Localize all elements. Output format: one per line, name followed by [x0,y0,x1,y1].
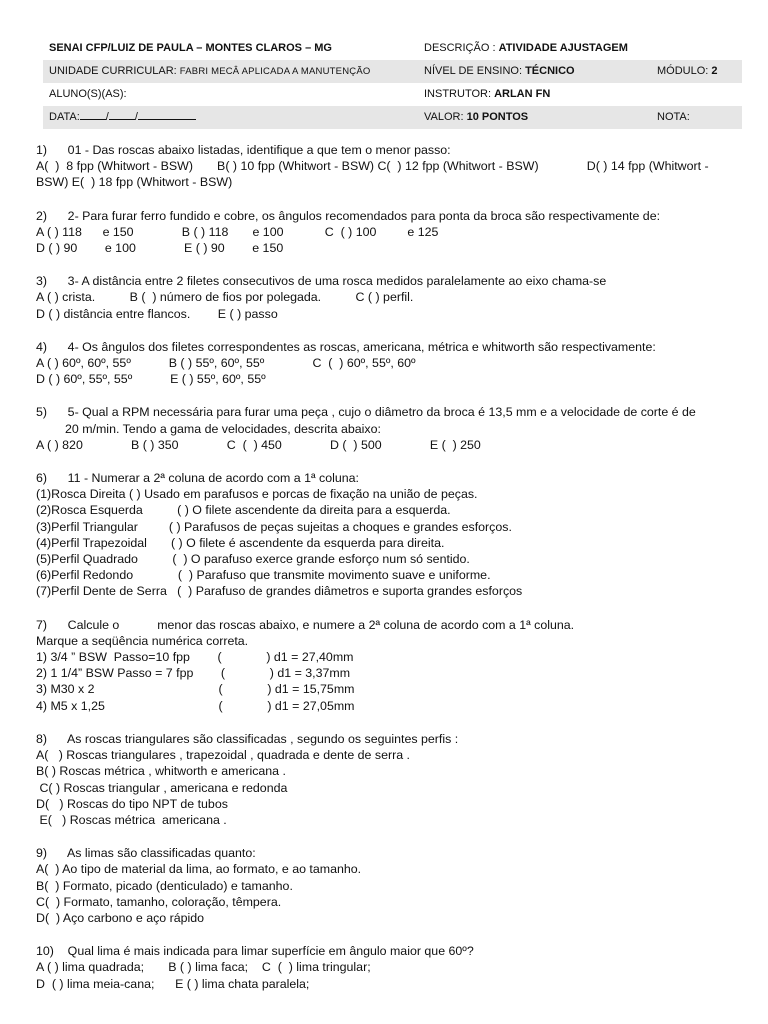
question-options: D ( ) 60º, 55º, 55º E ( ) 55º, 60º, 55º [36,372,266,387]
question-options: A ( ) 820 B ( ) 350 C ( ) 450 D ( ) 500 E ( ) 250 [36,437,481,452]
matching-line: 3) M30 x 2 ( ) d1 = 15,75mm [36,682,355,697]
question-6 [36,470,736,600]
matching-line: (3)Perfil Triangular ( ) Parafusos de peças sujeitas a choques e grandes esforços. [36,519,512,534]
question-options: A( ) 8 fpp (Whitwort - BSW) B( ) 10 fpp (Whitwort - BSW) C( ) 12 fpp (Whitwort - BSW) D( ) 14 fpp (Whitwort - [36,159,709,174]
description-value: ATIVIDADE AJUSTAGEM [498,42,628,54]
question-option: B( ) Formato, picado (denticulado) e tamanho. [36,878,293,893]
questions-body [36,142,736,992]
question-options: A ( ) crista. B ( ) número de fios por polegada. C ( ) perfil. [36,290,414,305]
question-option: B( ) Roscas métrica , whitworth e americana . [36,764,286,779]
matching-line: (4)Perfil Trapezoidal ( ) O filete é ascendente da esquerda para direita. [36,535,445,550]
question-title: 8) As roscas triangulares são classificadas , segundo os seguintes perfis : [36,731,459,746]
date-label: DATA: [49,111,80,123]
curricular-unit-label: UNIDADE CURRICULAR: [49,65,180,77]
curricular-unit-field [49,60,370,83]
question-title: 6) 11 - Numerar a 2ª coluna de acordo com a 1ª coluna: [36,471,360,486]
matching-line: 1) 3/4 ” BSW Passo=10 fpp ( ) d1 = 27,40mm [36,650,354,665]
question-option: A( ) Roscas triangulares , trapezoidal , quadrada e dente de serra . [36,748,410,763]
question-options: D ( ) lima meia-cana; E ( ) lima chata paralela; [36,976,310,991]
question-option: D( ) Aço carbono e aço rápido [36,910,205,925]
description-label: DESCRIÇÃO : [424,42,499,54]
question-option: E( ) Roscas métrica americana . [36,812,227,827]
question-9 [36,845,736,926]
question-2 [36,208,736,257]
question-title: 1) 01 - Das roscas abaixo listadas, identifique a que tem o menor passo: [36,143,451,157]
header-row-3 [43,83,742,106]
question-title: 4) 4- Os ângulos dos filetes correspondentes as roscas, americana, métrica e whitworth são respectivamente: [36,339,656,354]
question-title: 9) As limas são classificadas quanto: [36,846,256,861]
question-title: 2) 2- Para furar ferro fundido e cobre, os ângulos recomendados para ponta da broca são respectivamente de: [36,208,661,223]
question-title-continued: 20 m/min. Tendo a gama de velocidades, descrita abaixo: [65,421,381,436]
question-1 [36,142,736,191]
question-10 [36,943,736,992]
matching-line: (7)Perfil Dente de Serra ( ) Parafuso de grandes diâmetros e suporta grandes esforços [36,584,523,599]
header-row-1 [43,37,742,60]
question-option: C( ) Formato, tamanho, coloração, têmpera. [36,894,282,909]
instructor-label: INSTRUTOR: [424,88,495,100]
question-title: 10) Qual lima é mais indicada para limar superfície em ângulo maior que 60º? [36,944,474,959]
module-value: 2 [711,65,718,77]
value-field [424,106,528,129]
question-options: BSW) E( ) 18 fpp (Whitwort - BSW) [36,175,233,190]
question-7 [36,617,736,714]
question-subtitle: Marque a seqüência numérica correta. [36,633,249,648]
instructor-value: ARLAN FN [494,88,551,100]
matching-line: (6)Perfil Redondo ( ) Parafuso que transmite movimento suave e uniforme. [36,568,491,583]
description-field [424,37,628,60]
question-options: A ( ) 60º, 60º, 55º B ( ) 55º, 60º, 55º C ( ) 60º, 55º, 60º [36,356,416,371]
header-table [43,37,742,129]
level-label: NÍVEL DE ENSINO: [424,65,526,77]
matching-line: (2)Rosca Esquerda ( ) O filete ascendente da direita para a esquerda. [36,503,451,518]
matching-line: (1)Rosca Direita ( ) Usado em parafusos e porcas de fixação na união de peças. [36,487,478,502]
question-option: D( ) Roscas do tipo NPT de tubos [36,796,228,811]
question-options: A ( ) lima quadrada; B ( ) lima faca; C ( ) lima tringular; [36,960,371,975]
level-field [424,60,575,83]
matching-line: (5)Perfil Quadrado ( ) O parafuso exerce grande esforço num só sentido. [36,552,470,567]
school-name: SENAI CFP/LUIZ DE PAULA – MONTES CLAROS – MG [49,42,332,54]
matching-line: 2) 1 1/4” BSW Passo = 7 fpp ( ) d1 = 3,37mm [36,666,351,681]
question-title: 5) 5- Qual a RPM necessária para furar uma peça , cujo o diâmetro da broca é 13,5 mm e a velocidade de corte é de [36,405,696,420]
value-value: 10 PONTOS [466,111,529,123]
question-4 [36,339,736,388]
question-title: 3) 3- A distância entre 2 filetes consecutivos de uma rosca medidos paralelamente ao eixo chama-se [36,274,607,289]
header-row-2 [43,60,742,83]
date-field: DATA: / / [49,106,196,129]
date-day-blank[interactable] [80,107,106,120]
matching-line: 4) M5 x 1,25 ( ) d1 = 27,05mm [36,698,355,713]
question-title: 7) Calcule o menor das roscas abaixo, e numere a 2ª coluna de acordo com a 1ª coluna. [36,617,575,632]
question-options: D ( ) 90 e 100 E ( ) 90 e 150 [36,241,284,256]
question-3 [36,273,736,322]
question-options: A ( ) 118 e 150 B ( ) 118 e 100 C ( ) 100 e 125 [36,224,439,239]
question-option: C( ) Roscas triangular , americana e redonda [36,780,288,795]
question-option: A( ) Ao tipo de material da lima, ao formato, e ao tamanho. [36,862,362,877]
question-5 [36,404,736,453]
date-month-blank[interactable] [109,107,135,120]
value-label: VALOR: [424,111,467,123]
grade-label: NOTA: [657,111,690,123]
question-options: D ( ) distância entre flancos. E ( ) passo [36,306,278,321]
date-year-blank[interactable] [138,107,196,120]
header-row-4 [43,106,742,129]
instructor-field [424,83,550,106]
student-label: ALUNO(S)(AS): [49,88,127,100]
question-8 [36,731,736,828]
module-field [657,60,718,83]
curricular-unit-value: FABRI MECÂ APLICADA A MANUTENÇÃO [179,66,371,77]
level-value: TÉCNICO [525,65,575,77]
module-label: MÓDULO: [657,65,712,77]
